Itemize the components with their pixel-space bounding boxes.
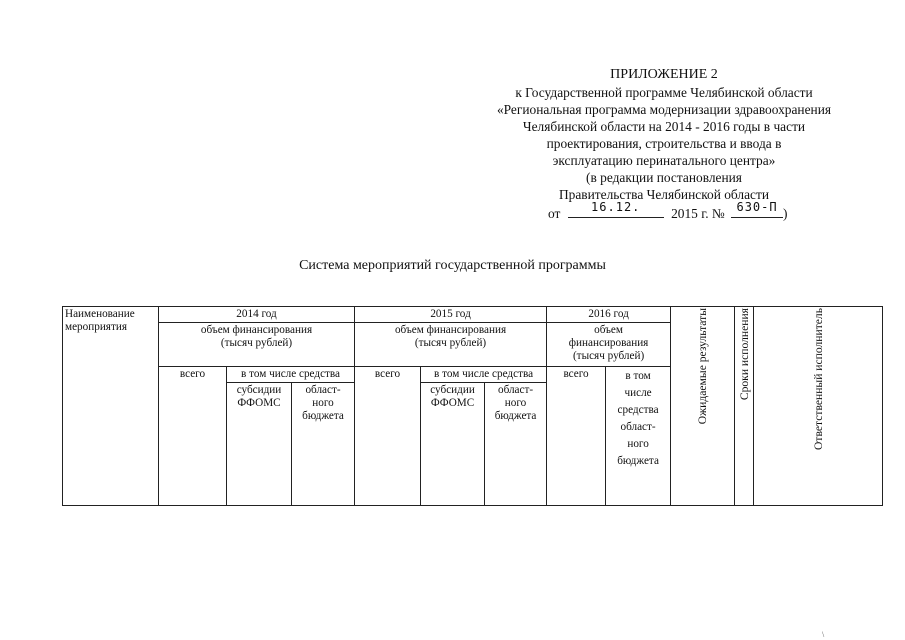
appendix-title: ПРИЛОЖЕНИЕ 2 — [610, 67, 718, 82]
appendix-line: эксплуатацию перинатального центра» — [552, 153, 776, 168]
number-blank — [731, 200, 783, 218]
header-financing-2016: объем финансирования (тысяч рублей) — [547, 323, 671, 367]
appendix-line: «Региональная программа модернизации здравоохранения — [496, 102, 832, 117]
header-including-2014: в том числе средства — [227, 367, 355, 383]
appendix-line: Челябинской области на 2014 - 2016 годы в части — [522, 119, 806, 134]
appendix-line: к Государственной программе Челябинской области — [515, 85, 813, 100]
resolution-date-line — [548, 200, 878, 223]
date-prefix: от — [548, 206, 561, 221]
closing-paren: ) — [783, 206, 788, 221]
header-regional-2015: област- ного бюджета — [485, 383, 547, 506]
date-value: 16.12. — [591, 200, 641, 214]
header-year-2016: 2016 год — [547, 307, 671, 323]
program-activities-table — [62, 306, 883, 506]
header-year-2015: 2015 год — [355, 307, 547, 323]
header-activity-name: Наименование мероприятия — [63, 307, 159, 506]
header-total-2015: всего — [355, 367, 421, 506]
header-regional-2014: област- ного бюджета — [292, 383, 355, 506]
header-executor: Ответственный исполнитель — [754, 307, 883, 506]
header-terms: Сроки исполнения — [735, 307, 754, 506]
appendix-line: Правительства Челябинской области — [559, 187, 769, 202]
header-including-2016: в том числе средства област- ного бюджета — [606, 367, 671, 506]
appendix-line: проектирования, строительства и ввода в — [546, 136, 782, 151]
header-total-2016: всего — [547, 367, 606, 506]
header-including-2015: в том числе средства — [421, 367, 547, 383]
header-year-2014: 2014 год — [159, 307, 355, 323]
number-value: 630-П — [736, 200, 778, 214]
header-subsidy-2015: субсидии ФФОМС — [421, 383, 485, 506]
header-financing-2014: объем финансирования (тысяч рублей) — [159, 323, 355, 367]
scan-mark: \ — [822, 630, 825, 639]
year-text: 2015 г. № — [671, 206, 725, 221]
appendix-line: (в редакции постановления — [586, 170, 742, 185]
header-subsidy-2014: субсидии ФФОМС — [227, 383, 292, 506]
page-title: Система мероприятий государственной программы — [299, 258, 606, 273]
date-blank — [568, 200, 664, 218]
header-expected-results: Ожидаемые результаты — [671, 307, 735, 506]
header-total-2014: всего — [159, 367, 227, 506]
header-financing-2015: объем финансирования (тысяч рублей) — [355, 323, 547, 367]
